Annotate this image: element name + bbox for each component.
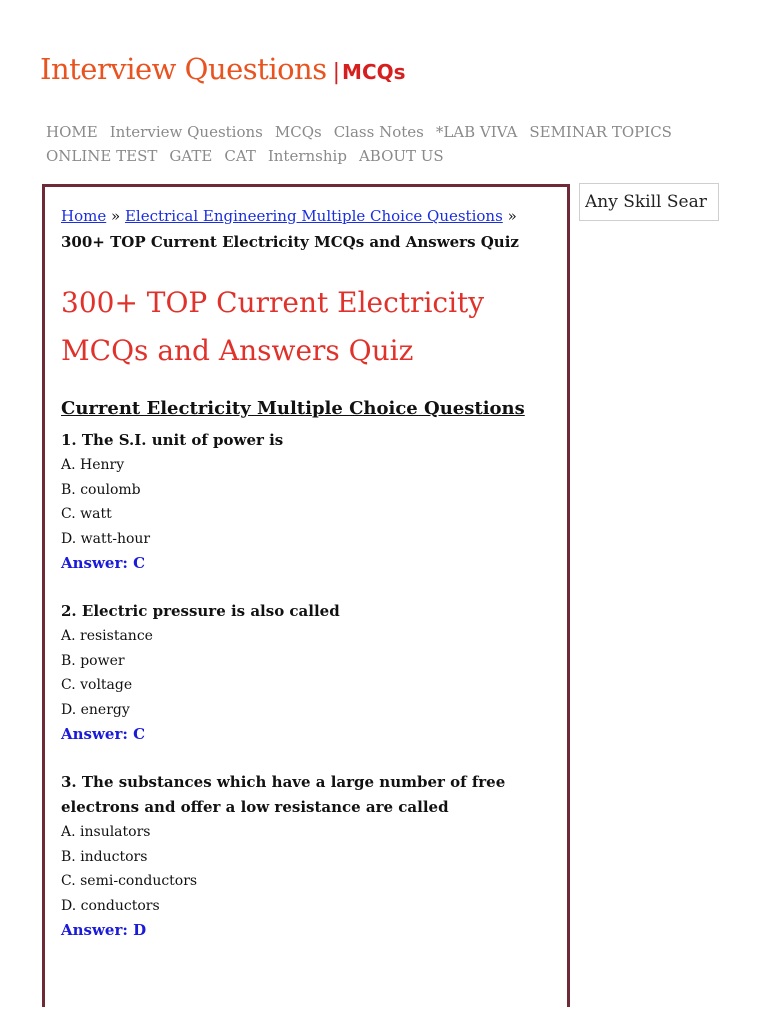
nav-item-class-notes[interactable]: Class Notes xyxy=(333,123,424,141)
search-input[interactable] xyxy=(579,183,719,221)
option-a: A. Henry xyxy=(61,457,125,473)
site-subtitle[interactable]: MCQs xyxy=(342,60,406,84)
option-c: C. voltage xyxy=(61,677,133,693)
nav-item-cat[interactable]: CAT xyxy=(224,147,256,165)
site-title[interactable]: Interview Questions xyxy=(40,52,327,86)
option-c: C. semi-conductors xyxy=(61,873,198,889)
nav-item-seminar-topics[interactable]: SEMINAR TOPICS xyxy=(529,123,672,141)
option-a: A. resistance xyxy=(61,628,153,644)
question-text: 3. The substances which have a large number of free electrons and offer a low resistance are called xyxy=(61,773,506,816)
nav-item-interview-questions[interactable]: Interview Questions xyxy=(109,123,263,141)
question-item xyxy=(61,428,551,575)
breadcrumb-category-link[interactable]: Electrical Engineering Multiple Choice Questions xyxy=(124,207,503,225)
nav-item-home[interactable]: HOME xyxy=(46,123,98,141)
answer-label: Answer: C xyxy=(61,725,146,743)
article-container xyxy=(42,184,570,1007)
nav-item-internship[interactable]: Internship xyxy=(267,147,347,165)
answer-label: Answer: C xyxy=(61,554,146,572)
option-d: D. energy xyxy=(61,701,130,718)
option-b: B. coulomb xyxy=(61,481,141,498)
option-c: C. watt xyxy=(61,506,112,522)
option-d: D. watt-hour xyxy=(61,530,151,547)
top-navigation xyxy=(46,120,686,168)
option-b: B. power xyxy=(61,652,125,669)
nav-item-gate[interactable]: GATE xyxy=(169,147,213,165)
question-text: 2. Electric pressure is also called xyxy=(61,602,340,620)
answer-label: Answer: D xyxy=(61,921,147,939)
question-item xyxy=(61,770,551,942)
breadcrumb-current: 300+ TOP Current Electricity MCQs and Answers Quiz xyxy=(61,233,519,251)
title-separator: | xyxy=(332,60,341,85)
breadcrumb xyxy=(61,203,541,255)
question-text: 1. The S.I. unit of power is xyxy=(61,431,284,449)
option-b: B. inductors xyxy=(61,848,148,865)
question-item xyxy=(61,599,551,746)
nav-item-mcqs[interactable]: MCQs xyxy=(274,123,322,141)
question-list xyxy=(61,428,551,966)
page-title: 300+ TOP Current Electricity MCQs and Answers Quiz xyxy=(61,286,485,367)
option-d: D. conductors xyxy=(61,897,160,914)
nav-item-online-test[interactable]: ONLINE TEST xyxy=(46,147,158,165)
breadcrumb-separator: » xyxy=(111,207,121,225)
breadcrumb-home-link[interactable]: Home xyxy=(61,207,107,225)
section-heading: Current Electricity Multiple Choice Questions xyxy=(61,398,525,419)
nav-item-about-us[interactable]: ABOUT US xyxy=(358,147,444,165)
option-a: A. insulators xyxy=(61,824,151,840)
nav-item-lab-viva[interactable]: *LAB VIVA xyxy=(435,123,518,141)
breadcrumb-separator: » xyxy=(507,207,517,225)
site-header xyxy=(40,52,406,86)
